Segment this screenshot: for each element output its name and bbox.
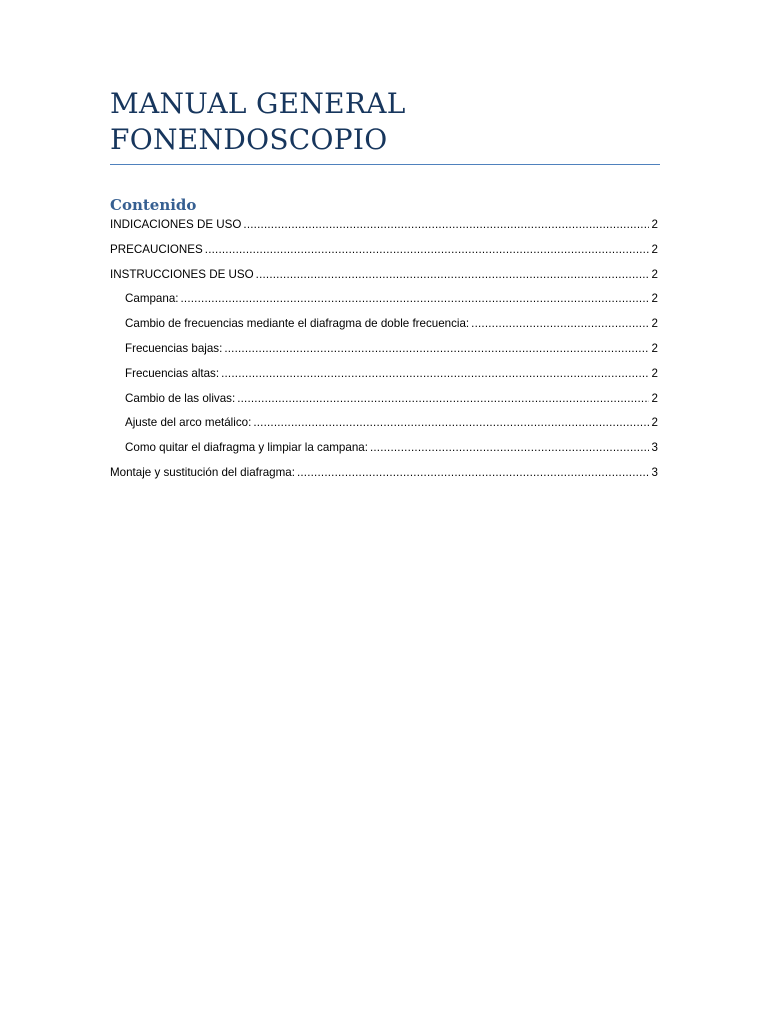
document-title bbox=[110, 86, 660, 158]
toc-leader bbox=[297, 463, 649, 483]
toc-entry-page: 2 bbox=[651, 341, 658, 355]
toc-entry-text: Cambio de las olivas: bbox=[125, 391, 236, 405]
toc-leader bbox=[370, 438, 649, 458]
toc-entry-text: Cambio de frecuencias mediante el diafragma de doble frecuencia: bbox=[125, 317, 470, 331]
title-divider bbox=[110, 164, 660, 165]
toc-entry-text: Campana: bbox=[125, 292, 179, 306]
toc-entry[interactable] bbox=[110, 413, 658, 438]
toc-entry-text: INSTRUCCIONES DE USO bbox=[110, 267, 254, 281]
toc-leader bbox=[256, 265, 649, 285]
title-line-1: MANUAL GENERAL bbox=[110, 87, 406, 120]
toc-entry-page: 3 bbox=[651, 441, 658, 455]
toc-leader bbox=[221, 364, 648, 384]
toc-leader bbox=[237, 389, 648, 409]
toc-leader bbox=[224, 339, 648, 359]
toc-entry-text: Ajuste del arco metálico: bbox=[125, 416, 252, 430]
toc-entry-page: 2 bbox=[651, 242, 658, 256]
toc-entry[interactable] bbox=[110, 339, 658, 364]
toc-leader bbox=[253, 413, 648, 433]
toc-entry[interactable] bbox=[110, 289, 658, 314]
toc-entry-text: Montaje y sustitución del diafragma: bbox=[110, 465, 295, 479]
toc-heading: Contenido bbox=[110, 196, 197, 214]
toc-entry[interactable] bbox=[110, 438, 658, 463]
toc-leader bbox=[471, 314, 648, 334]
toc-leader bbox=[181, 289, 649, 309]
toc-leader bbox=[205, 240, 649, 260]
toc-entry-text: Frecuencias bajas: bbox=[125, 341, 223, 355]
toc-entry-page: 2 bbox=[651, 416, 658, 430]
title-line-2: FONENDOSCOPIO bbox=[110, 123, 388, 156]
toc-leader bbox=[243, 215, 648, 235]
toc-entry[interactable] bbox=[110, 215, 658, 240]
toc-entry-page: 2 bbox=[651, 366, 658, 380]
toc-entry[interactable] bbox=[110, 463, 658, 488]
toc-entry[interactable] bbox=[110, 389, 658, 414]
toc-entry[interactable] bbox=[110, 265, 658, 290]
toc-entry-page: 3 bbox=[651, 465, 658, 479]
toc-entry-text: INDICACIONES DE USO bbox=[110, 218, 242, 231]
table-of-contents bbox=[110, 215, 658, 488]
toc-entry[interactable] bbox=[110, 314, 658, 339]
toc-entry-page: 2 bbox=[651, 292, 658, 306]
toc-entry-text: PRECAUCIONES bbox=[110, 242, 203, 256]
toc-entry-text: Frecuencias altas: bbox=[125, 366, 220, 380]
toc-entry-text: Como quitar el diafragma y limpiar la campana: bbox=[125, 441, 368, 455]
toc-entry-page: 2 bbox=[651, 391, 658, 405]
toc-entry-page: 2 bbox=[651, 218, 658, 231]
toc-entry[interactable] bbox=[110, 240, 658, 265]
toc-entry-page: 2 bbox=[651, 267, 658, 281]
toc-entry[interactable] bbox=[110, 364, 658, 389]
toc-entry-page: 2 bbox=[651, 317, 658, 331]
